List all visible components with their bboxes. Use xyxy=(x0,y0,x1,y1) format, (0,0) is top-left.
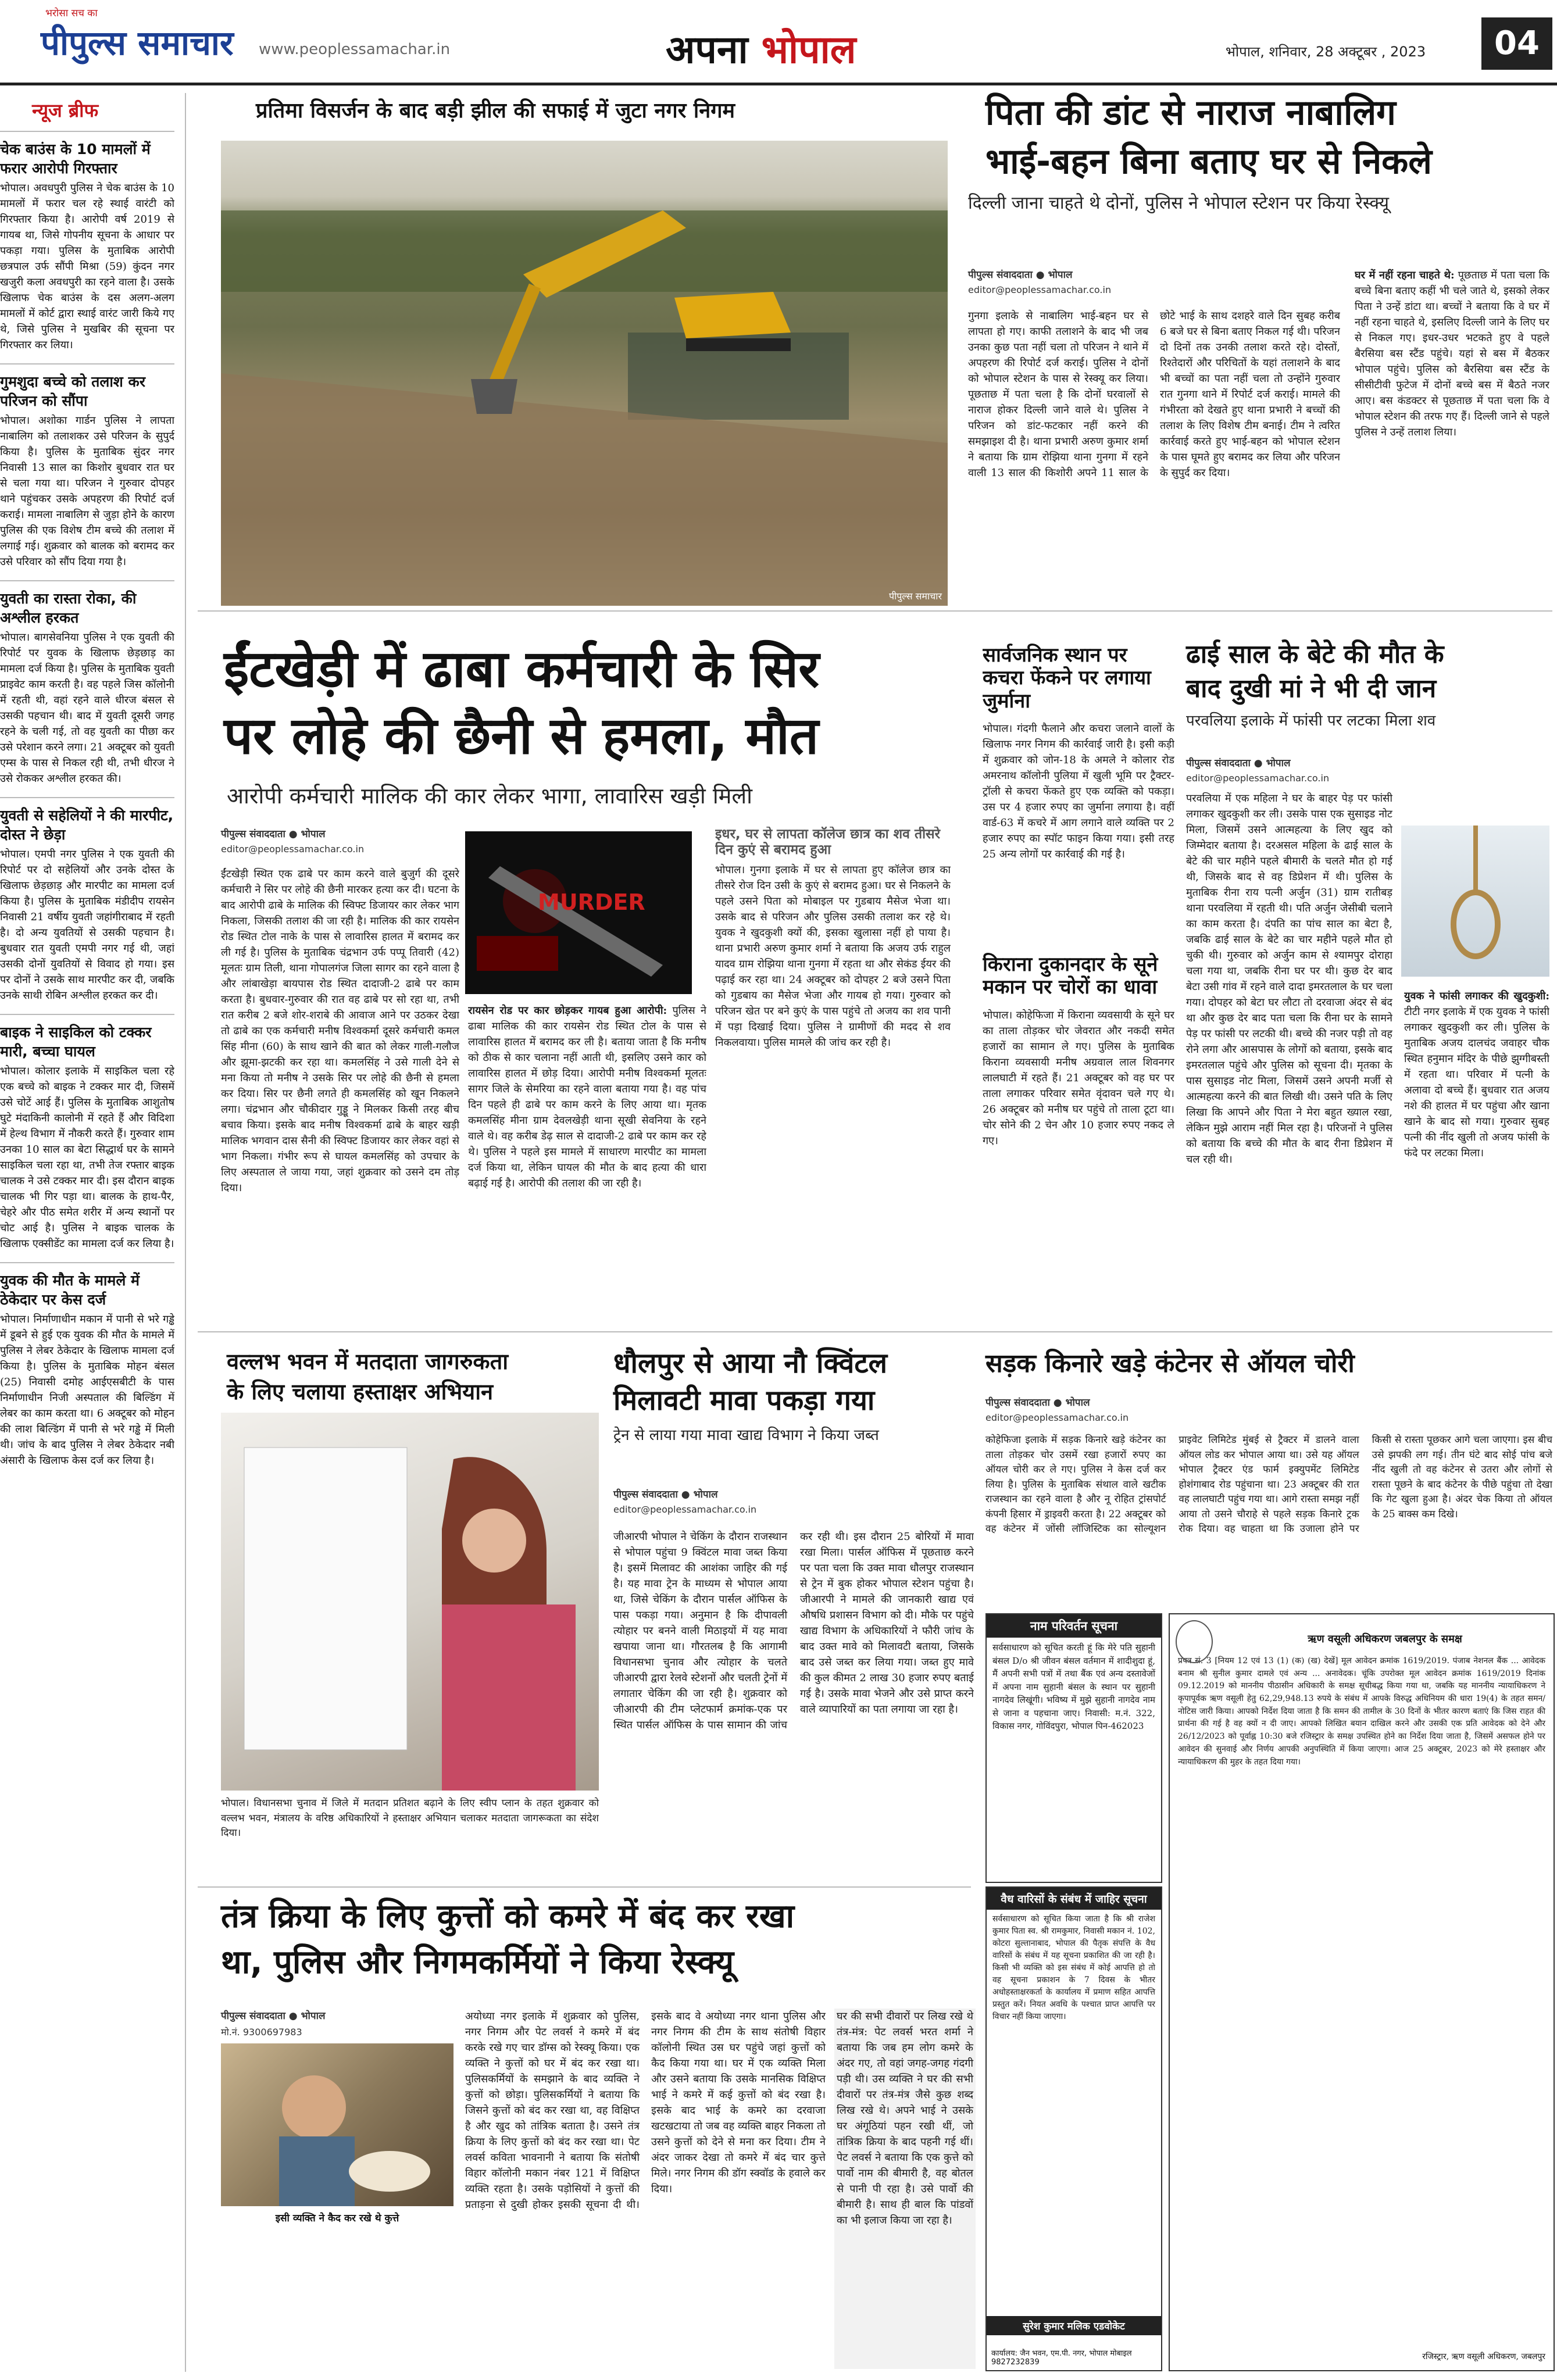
drt-title: ऋण वसूली अधिकरण जबलपुर के समक्ष xyxy=(1308,1633,1462,1645)
dogs-byline-block xyxy=(221,2009,326,2038)
brief-item: चेक बाउंस के 10 मामलों में फरार आरोपी गिरफ्तार भोपाल। अवधपुरी पुलिस ने चेक बाउंस के 10 मामलों में फरार चल रहे स्थाई वारंटी को गिरफ्तार किया है। आरोपी वर्ष 2019 से गायब था, जिसे गोपनीय सूचना के आधार पर पकड़ा गया। पुलिस के मुताबिक आरोपी छत्रपाल उर्फ सौंपी मिश्रा (59) कुंदन नगर खजुरी कला अवधपुरी का रहने वाला है। उसके खिलाफ चेक बाउंस के दस अलग-अलग मामलों में कोर्ट द्वारा स्थाई वारंट जारी किये गए थे, जिसे पुलिस ने मुखबिर की सूचना पर गिरफ्तार कर लिया। xyxy=(0,141,174,351)
murder-side-body: भोपाल। गुनगा इलाके में घर से लापता हुए कॉलेज छात्र का तीसरे रोज दिन उसी के कुएं से बरामद हुआ। घर से निकलने के पहले उसने पिता को मोबाइल पर गुडबाय मैसेज भेजा था। उसके बाद से परिजन और पुलिस उसकी तलाश कर रहे थे। युवक ने खुदकुशी क्यों की, इसका खुलासा नहीं हो पाया है। थाना प्रभारी अरुण कुमार शर्मा ने बताया कि अजय उर्फ राहुल यादव ग्राम रोझिया थाना गुनगा में रहता था और सेकंड ईयर की पढ़ाई कर रहा था। 24 अक्टूबर को दोपहर 2 बजे उसने पिता को गुडबाय का मैसेज भेजा और गायब हो गया। गुरुवार को परिजन खेत पर बने कुएं के पास पहुंचे तो अजय का शव पानी में पड़ा दिखाई दिया। पुलिस ने ग्रामीणों की मदद से शव निकलवाया। पुलिस मामले की जांच कर रही है। xyxy=(715,864,951,1049)
page-number: 04 xyxy=(1481,17,1552,70)
dogs-body: अयोध्या नगर इलाके में शुक्रवार को पुलिस, नगर निगम और पेट लवर्स ने कमरे में बंद करके रखे गए चार डॉग्स को रेस्क्यू किया। एक व्यक्ति ने कुत्तों को घर में बंद कर रखा था। पुलिसकर्मियों के समझाने के बाद व्यक्ति ने कुत्तों को छोड़ा। पुलिसकर्मियों ने बताया कि जिसने कुत्तों को बंद कर रखा था, वह विक्षिप्त है और खुद को तांत्रिक बताता है। उसने तंत्र क्रिया के लिए कुत्तों को बंद कर रखा था। पेट लवर्स कविता भावनानी ने बताया कि संतोषी विहार कॉलोनी मकान नंबर 121 में विक्षिप्त व्यक्ति रहता है। उसके पड़ोसियों ने कुत्तों की प्रताड़ना से दुखी होकर इसकी सूचना दी थी। इसके बाद वे अयोध्या नगर थाना पुलिस और नगर निगम की टीम के साथ संतोषी विहार कॉलोनी स्थित उस घर पहुंचे जहां कुत्तों को कैद किया गया था। घर में एक व्यक्ति मिला और उसने बताया कि उसके मानसिक विक्षिप्त भाई ने कमरे में कई कुत्तों को बंद रखा है। इसके बाद भाई के कमरे का दरवाजा खटखटाया तो जब वह व्यक्ति बाहर निकला तो उसने कुत्तों को देने से मना कर दिया। टीम ने अंदर जाकर देखा तो कमरे में बंद चार कुत्ते मिले। नगर निगम की डॉग स्क्वॉड के हवाले कर दिया। xyxy=(465,2010,826,2211)
section-title-a: अपना xyxy=(666,27,748,72)
runaway-headline-1: पिता की डांट से नाराज नाबालिग xyxy=(985,92,1396,133)
name-change-title: नाम परिवर्तन सूचना xyxy=(987,1614,1161,1638)
runaway-story xyxy=(968,93,1552,605)
byline: पीपुल्स संवाददाता ● भोपाल xyxy=(968,269,1073,281)
name-change-notice xyxy=(985,1613,1162,1883)
runaway-body: गुनगा इलाके से नाबालिग भाई-बहन घर से लापता हो गए। काफी तलाशने के बाद भी जब उनका कुछ पता नहीं चला तो परिजन ने थाने में अपहरण की रिपोर्ट दर्ज कराई। पुलिस ने दोनों को भोपाल स्टेशन के पास से रेस्क्यू कर लिया। पूछताछ में पता चला है कि दोनों घरवालों से नाराज होकर दिल्ली जाने वाले थे। पुलिस ने परिजन को डांट-फटकार नहीं करने की समझाइश दी है। थाना प्रभारी अरुण कुमार शर्मा ने बताया कि ग्राम रोझिया थाना गुनगा में रहने वाली 13 साल की किशोरी अपने 11 साल के छोटे भाई के साथ दशहरे वाले दिन सुबह करीब 6 बजे घर से बिना बताए निकल गई थी। परिजन दो दिनों तक उनकी तलाश करते रहे। दोस्तों, रिश्तेदारों और परिचितों के यहां तलाशने के बाद भी बच्चों का पता नहीं चला तो उन्होंने गुरुवार रात गुनगा थाने में रिपोर्ट दर्ज कराई। मामले की गंभीरता को देखते हुए थाना प्रभारी ने बच्चों की तलाश के लिए विशेष टीम बनाई। टीम ने त्वरित कार्रवाई करते हुए भाई-बहन को भोपाल स्टेशन के पास घूमते हुए बरामद कर लिया और परिजन के सुपुर्द कर दिया। xyxy=(968,310,1340,479)
dogs-photo xyxy=(221,2043,453,2206)
fine-headline: सार्वजनिक स्थान पर कचरा फेंकने पर लगाया जुर्माना xyxy=(983,644,1151,713)
news-brief xyxy=(0,93,174,2372)
runaway-byline-block xyxy=(968,267,1142,295)
runaway-headline-2: भाई-बहन बिना बताए घर से निकले xyxy=(985,141,1432,182)
oil-story xyxy=(985,1337,1552,1604)
vallabh-story xyxy=(198,1337,599,1884)
dogs-headline-1: तंत्र क्रिया के लिए कुत्तों को कमरे में बंद कर रखा xyxy=(221,1897,795,1935)
oil-headline: सड़क किनारे खड़े कंटेनर से ऑयल चोरी xyxy=(985,1349,1355,1378)
murder-headline-2: पर लोहे की छैनी से हमला, मौत xyxy=(224,706,819,766)
theft-body: भोपाल। कोहेफिजा में किराना व्यवसायी के सूने घर का ताला तोड़कर चोर जेवरात और नकदी समेत हजारों का सामान ले गए। पुलिस के मुताबिक किराना व्यवसायी मनीष अग्रवाल लाल शिवनगर लालघाटी में रहते हैं। 21 अक्टूबर को वह घर पर ताला लगाकर परिवार समेत वृंदावन चले गए थे। 26 अक्टूबर को मनीष घर पहुंचे तो ताला टूटा था। चोर सोने की 2 चेन और 10 हजार रुपए नकद ले गए। xyxy=(983,1009,1174,1147)
lake-photo xyxy=(221,141,948,606)
byline: पीपुल्स संवाददाता ● भोपाल xyxy=(221,2010,326,2022)
mawa-story xyxy=(613,1337,974,1884)
masthead xyxy=(0,0,1557,87)
mother-body: परवलिया में एक महिला ने घर के बाहर पेड़ पर फांसी लगाकर खुदकुशी कर ली। उसके पास एक सुसाइड नोट मिला, जिसमें उसने आत्महत्या के लिए खुद को जिम्मेदार बताया है। दरअसल महिला के ढाई साल के बेटे की चार महीने पहले बीमारी के चलते मौत हो गई थी, जिसके बाद से वह डिप्रेशन में थी। पुलिस के मुताबिक रीना राय पत्नी अर्जुन (31) ग्राम रातीबड़ थाना परवलिया में रहती थी। पति अर्जुन जेसीबी चलाने का काम करता है। दंपति का पांच साल का बेटा है, जबकि ढाई साल के बेटे का चार महीने पहले मौत हो चुकी थी। गुरुवार को अर्जुन काम से श्यामपुर दोराहा चला गया था, जबकि रीना घर पर थी। कुछ देर बाद बेटा उसी गांव में रहने वाले दादा इमरतलाल के घर चला गया। दोपहर को बेटा घर लौटा तो दरवाजा अंदर से बंद था और कुछ देर बाद पता चला कि रीना घर के सामने पेड़ पर फांसी पर लटकी थी। बच्चे की नजर पड़ी तो वह रोने लगा और आसपास के लोगों को बताया, इसके बाद इमरतलाल पहुंचे और पुलिस को सूचना दी। मृतका के पास सुसाइड नोट मिला, जिसमें उसने अपनी मर्जी से आत्महत्या करने की बात लिखी थी। उसने पति के लिए लिखा कि आपने और पिता ने मेरा बहुत ख्याल रखा, लेकिन मुझे आराम नहीं मिल रहा है। परिजनों ने पुलिस को बताया कि बच्चे की मौत के बाद रीना डिप्रेशन में चल रही थी। xyxy=(1186,792,1392,1166)
lake-headline: प्रतिमा विसर्जन के बाद बड़ी झील की सफाई में जुटा नगर निगम xyxy=(256,99,735,123)
murder-subhead: रायसेन रोड पर कार छोड़कर गायब हुआ आरोपी: xyxy=(468,1005,667,1017)
theft-headline: किराना दुकानदार के सूने मकान पर चोरों का धावा xyxy=(983,953,1158,999)
drt-seal xyxy=(1176,1620,1213,1663)
mother-headline-2: बाद दुखी मां ने भी दी जान xyxy=(1186,674,1437,704)
divider xyxy=(0,580,174,581)
lake-story xyxy=(198,93,948,607)
mother-box-head: युवक ने फांसी लगाकर की खुदकुशी: xyxy=(1404,990,1549,1002)
drt-signature: रजिस्ट्रार, ऋण वसूली अधिकरण, जबलपुर xyxy=(1422,2352,1545,2361)
murder-story xyxy=(198,616,954,1325)
brand-tag: भरोसा सच का xyxy=(45,8,98,19)
oil-byline-block xyxy=(985,1395,1129,1423)
email-link[interactable]: editor@peoplessamachar.co.in xyxy=(968,284,1112,295)
mawa-byline-block xyxy=(613,1487,756,1515)
mother-headline-1: ढाई साल के बेटे की मौत के xyxy=(1186,639,1444,669)
mother-box-body: टीटी नगर इलाके में एक युवक ने फांसी लगाकर खुदकुशी कर ली। पुलिस के मुताबिक अजय दालचंद जवाहर चौक स्थित हनुमान मंदिर के पीछे झुग्गीबस्ती में रहता था। परिवार में पत्नी के अलावा दो बच्चे हैं। बुधवार रात अजय नशे की हालत में घर पहुंचा और खाना खाने के बाद सो गया। गुरुवार सुबह पत्नी की नींद खुली तो अजय फांसी के फंदे पर लटका मिला। xyxy=(1404,1006,1549,1159)
brief-item: युवक की मौत के मामले में ठेकेदार पर केस दर्ज भोपाल। निर्माणाधीन मकान में पानी से भरे गड्ढे में डूबने से हुई एक युवक की मौत के मामले में पुलिस ने लेबर ठेकेदार के खिलाफ मामला दर्ज किया है। पुलिस के मुताबिक मोहन बंसल (25) निवासी दमोह आईएसबीटी के पास निर्माणाधीन निजी अस्पताल की बिल्डिंग में लेबर का काम करता था। 6 अक्टूबर को मोहन की लाश बिल्डिंग में पानी से भरे गड्ढे में मिली थी। जांच के बाद पुलिस ने लेबर ठेकेदार नबी अंसारी के खिलाफ केस दर्ज कर लिया है। xyxy=(0,1272,174,1467)
oil-body: कोहेफिजा इलाके में सड़क किनारे खड़े कंटेनर का ताला तोड़कर चोर उसमें रखा हजारों रुपए का ऑयल चोरी कर ले गए। पुलिस ने केस दर्ज कर लिया है। पुलिस के मुताबिक संथाल वाले खटीक राजस्थान का रहने वाला है और नू रोहित ट्रांसपोर्ट कंपनी हिसार में ड्राइवरी करता है। 22 अक्टूबर को वह कंटेनर में जोंसी लॉजिस्टिक का सोल्यूशन प्राइवेट लिमिटेड मुंबई से ट्रैक्टर में डालने वाला ऑयल लोड कर भोपाल आया था। उसे यह ऑयल भोपाल ट्रैक्टर एंड फार्म इक्युपमेंट लिमिटेड होशंगाबाद रोड पहुंचाना था। 23 अक्टूबर की रात वह लालघाटी पहुंच गया था। आगे रास्ता समझ नहीं आया तो उसने चौराहे से पहले सड़क किनारे ट्रक रोक दिया। वह चाहता था कि उजाला होने पर किसी से रास्ता पूछकर आगे चला जाएगा। इस बीच उसे झपकी लग गई। तीन घंटे बाद सोई पांच बजे नींद खुली तो वह कंटेनर से उतरा और लोगों से रास्ता पूछने के बाद कंटेनर के पीछे पहुंचा तो देखा कि गेट खुला हुआ है। अंदर चेक किया तो ऑयल के 25 बाक्स कम दिखे। xyxy=(985,1434,1552,1535)
divider xyxy=(0,1262,174,1263)
vallabh-headline-1: वल्लभ भवन में मतदाता जागरुकता xyxy=(227,1349,509,1374)
divider xyxy=(0,797,174,798)
byline: पीपुल्स संवाददाता ● भोपाल xyxy=(985,1397,1090,1409)
mawa-headline-1: धौलपुर से आया नौ क्विंटल xyxy=(613,1347,888,1380)
lake-photo-credit: पीपुल्स समाचार xyxy=(888,591,942,602)
dogs-story xyxy=(198,1892,974,2375)
runaway-box-body: पूछताछ में पता चला कि बच्चे बिना बताए कहीं भी चले जाते थे, इसको लेकर पिता ने उन्हें डांटा था। बच्चों ने बताया कि वे घर में नहीं रहना चाहते थे, इसलिए दिल्ली जाने के लिए घर से निकल गए। इधर-उधर भटकते हुए वे पहले बैरसिया बस स्टैंड पहुंचे। यहां से बस में बैठकर भोपाल पहुंचे। पुलिस को बैरसिया बस स्टैंड के सीसीटीवी फुटेज में दोनों बच्चे बस में बैठते नजर आए। बस कंडक्टर से पूछताछ में पता चला कि वे भोपाल स्टेशन की तरफ गए हैं। दिल्ली जाने से पहले पुलिस ने उन्हें तलाश लिया। xyxy=(1355,269,1549,438)
murder-photo-text: MURDER xyxy=(538,889,645,915)
drt-body: प्रपत्र सं. 3 [नियम 12 एवं 13 (1) (क) (ख) देखें] मूल आवेदन क्रमांक 1619/2019. पंजाब नेशनल बैंक ... आवेदक बनाम श्री सुनील कुमार दामले एवं अन्य ... अनावेदक। चूंकि उपरोक्त मूल आवेदन क्रमांक 1619/2019 दिनांक 09.12.2019 को माननीय पीठासीन अधिकारी के समक्ष सूचीबद्ध किया गया था, जबकि यह माननीय न्यायाधिकरण ने कृपापूर्वक ऋण वसूली हेतु 62,29,948.13 रुपये के संबंध में आपके विरुद्ध अधिनियम की धारा 19(4) के तहत समन/नोटिस जारी किया। आपको निर्देश दिया जाता है कि समन की तामील के 30 दिनों के भीतर कारण बताएं कि जिस राहत की प्रार्थना की गई है वह क्यों न दी जाए। आपको लिखित बयान दाखिल करने और उसकी एक प्रति आवेदक को देने और 26/12/2023 को पूर्वाह्न 10:30 बजे रजिस्ट्रार के समक्ष उपस्थित होने का निर्देश दिया जाता है, जिसमें असफल होने पर आवेदन की सुनवाई और निर्णय आपकी अनुपस्थिति में किया जाएगा। आज 25 अक्टूबर, 2023 को मेरे हस्ताक्षर और न्यायाधिकरण की मुहर के तहत दिया गया। xyxy=(1178,1656,1545,1767)
murder-side xyxy=(715,827,951,1315)
section-rule xyxy=(198,1331,1552,1332)
site-url[interactable]: www.peoplessamachar.in xyxy=(259,41,451,58)
murder-body-b xyxy=(468,1003,706,1314)
mawa-headline-2: मिलावटी मावा पकड़ा गया xyxy=(613,1384,875,1417)
murder-deck: आरोपी कर्मचारी मालिक की कार लेकर भागा, लावारिस खड़ी मिली xyxy=(227,783,753,809)
divider xyxy=(0,1014,174,1015)
legal-body: सर्वसाधारण को सूचित किया जाता है कि श्री राजेश कुमार पिता स्व. श्री रामकुमार, निवासी मकान नं. 102, कोटरा सुल्तानाबाद, भोपाल की पैतृक संपत्ति के वैध वारिसों के संबंध में यह सूचना प्रकाशित की जा रही है। किसी भी व्यक्ति को इस संबंध में कोई आपत्ति हो तो वह सूचना प्रकाशन के 7 दिवस के भीतर अधोहस्ताक्षरकर्ता के कार्यालय में प्रमाण सहित आपत्ति प्रस्तुत करें। नियत अवधि के पश्चात प्राप्त आपत्ति पर विचार नहीं किया जाएगा। xyxy=(992,1914,1155,2021)
phone: मो.नं. 9300697983 xyxy=(221,2027,302,2038)
brand-logo: पीपुल्स समाचार xyxy=(41,23,234,63)
brief-item: बाइक ने साइकिल को टक्कर मारी, बच्चा घायल भोपाल। कोलार इलाके में साइकिल चला रहे एक बच्चे को बाइक ने टक्कर मार दी, जिसमें उसे चोटें आई हैं। पुलिस के मुताबिक आशुतोष घुटे मंदाकिनी कालोनी में रहते हैं और विदिशा में हेल्थ विभाग में नौकरी करते हैं। गुरुवार शाम उनका 10 साल का बेटा सिद्धार्थ घर के सामने साइकिल चला रहा था, तभी तेज रफ्तार बाइक चालक ने उसे टक्कर मार दी। इस दौरान बाइक चालक भी गिर पड़ा था। बालक के हाथ-पैर, चेहरे और पीठ समेत शरीर में अन्य स्थानों पर चोट आई है। पुलिस ने बाइक चालक के खिलाफ एक्सीडेंट का मामला दर्ज कर लिया है। xyxy=(0,1024,174,1250)
legal-address: कार्यालय: जैन भवन, एम.पी. नगर, भोपाल मोबाइल 9827232839 xyxy=(991,2349,1132,2367)
byline: पीपुल्स संवाददाता ● भोपाल xyxy=(1186,757,1291,769)
murder-body-a: ईंटखेड़ी स्थित एक ढाबे पर काम करने वाले बुजुर्ग की दूसरे कर्मचारी ने सिर पर लोहे की छैनी मारकर हत्या कर दी। घटना के बाद आरोपी ढाबे के मालिक की स्विफ्ट डिजायर कार लेकर भाग निकला, जिसकी तलाश की जा रही है। मालिक की कार रायसेन रोड स्थित टोल नाके के पास से लावारिस हालत में बरामद कर ली गई है। पुलिस के मुताबिक चंद्रभान उर्फ पप्पू तिवारी (42) मूलतः ग्राम तिली, थाना गोपालगंज जिला सागर का रहने वाला है और लांबाखेड़ा बायपास रोड स्थित दादाजी-2 ढाबे पर काम करता है। बुधवार-गुरुवार की रात वह ढाबे पर सो रहा था, तभी रात करीब 2 बजे शोर-शराबे की आवाज आने पर उठकर देखा तो ढाबे का एक कर्मचारी मनीष विश्वकर्मा दूसरे कर्मचारी कमल सिंह मीना (60) के साथ खाने की बात को लेकर गाली-गलौज और झूमा-झटकी कर रहा था। कमलसिंह ने उसे गाली देने से मना किया तो मनीष ने उसके सिर पर लोहे की छैनी से हमला कर दिया। सिर पर छैनी लगते ही कमलसिंह को खून निकलने लगा। चंद्रभान और चौकीदार गुड्डू ने मिलकर किसी तरह बीच बचाव किया। इसके बाद मनीष विश्वकर्मा ढाबे के बाहर खड़ी मालिक भगवान दास सैनी की स्विफ्ट डिजायर कार लेकर वहां से भाग निकला। गंभीर रूप से घायल कमलसिंह को उपचार के लिए अस्पताल ले जाया गया, जहां शुक्रवार को उसने दम तोड़ दिया। xyxy=(221,868,459,1194)
email-link[interactable]: editor@peoplessamachar.co.in xyxy=(985,1412,1129,1423)
byline: पीपुल्स संवाददाता ● भोपाल xyxy=(221,828,326,840)
drt-notice xyxy=(1169,1613,1555,2371)
theft-story xyxy=(983,942,1174,1325)
vallabh-headline-2: के लिए चलाया हस्ताक्षर अभियान xyxy=(227,1379,494,1405)
murder-side-headline: इधर, घर से लापता कॉलेज छात्र का शव तीसरे दिन कुएं से बरामद हुआ xyxy=(715,827,940,857)
divider xyxy=(0,363,174,364)
legal-notice xyxy=(985,1886,1162,2371)
vallabh-caption: भोपाल। विधानसभा चुनाव में जिले में मतदान प्रतिशत बढ़ाने के लिए स्वीप प्लान के तहत शुक्रवार को वल्लभ भवन, मंत्रालय के वरिष्ठ अधिकारियों ने हस्ताक्षर अभियान चलाकर मतदाता जागरूकता का संदेश दिया। xyxy=(221,1797,599,1839)
column-rule xyxy=(185,93,186,2372)
masthead-rule xyxy=(0,83,1557,85)
brief-item: युवती का रास्ता रोका, की अश्लील हरकत भोपाल। बागसेवनिया पुलिस ने एक युवती की रिपोर्ट पर युवक के खिलाफ छेड़छाड़ का मामला दर्ज किया है। पुलिस के मुताबिक युवती प्राइवेट काम करती है। वह पहले जिस कॉलोनी में रहती थी, वहां रहने वाले धीरज बंसल से उसकी पहचान थी। बाद में युवती दूसरी जगह रहने के चली गई, तो वह युवती का पीछा कर उसे परेशान करने लगा। 21 अक्टूबर को युवती एम्स के पास से निकल रही थी, तभी धीरज ने उसे रोककर अश्लील हरकत की। xyxy=(0,590,174,785)
section-rule xyxy=(198,610,1552,612)
legal-signature: सुरेश कुमार मलिक एडवोकेट xyxy=(987,2316,1161,2335)
runaway-deck: दिल्ली जाना चाहते थे दोनों, पुलिस ने भोपाल स्टेशन पर किया रेस्क्यू xyxy=(968,193,1389,214)
dogs-sidebar: घर की सभी दीवारों पर लिख रखे थे तंत्र-मंत्र: पेट लवर्स भरत शर्मा ने बताया कि जब हम लोग कमरे के अंदर गए, तो वहां जगह-जगह गंदगी पड़ी थी। उस व्यक्ति ने घर की सभी दीवारों पर तंत्र-मंत्र जैसे कुछ शब्द लिख रखे थे। अपने भाई ने उसके घर अंगूठियां पहन रखी थीं, जो तांत्रिक क्रिया के बाद पहनी गई थीं। पेट लवर्स ने बताया कि एक कुत्ते को पार्वो नाम की बीमारी है, वह बोतल से पानी पी रहा है। उसे पार्वो की बीमारी है। साथ ही बाल कि पांडवों का भी इलाज किया जा रहा है। xyxy=(834,2009,976,2369)
fine-story xyxy=(983,616,1174,942)
dogs-headline-2: था, पुलिस और निगमकर्मियों ने किया रेस्क्यू xyxy=(221,1943,734,1981)
mother-story xyxy=(1186,616,1552,1325)
runaway-box xyxy=(1355,267,1549,602)
name-change-body: सर्वसाधारण को सूचित करती हूं कि मेरे पति सुहानी बंसल D/o श्री जीवन बंसल वर्तमान में शादीशुदा हूं, मैं अपनी सभी पत्रों में तथा बैंक एवं अन्य दस्तावेजों में अपना नाम सुहानी बंसल के स्थान पर सुहानी नागदेव लिखूंगी। भविष्य में मुझे सुहानी नागदेव नाम से जाना व पहचाना जाए। निवासी: म.नं. 322, विकास नगर, गोविंदपुरा, भोपाल पिन-462023 xyxy=(992,1642,1155,1731)
mawa-deck: ट्रेन से लाया गया मावा खाद्य विभाग ने किया जब्त xyxy=(613,1427,879,1445)
section-title-b: भोपाल xyxy=(761,27,856,72)
section-title xyxy=(666,22,856,74)
dateline: भोपाल, शनिवार, 28 अक्टूबर , 2023 xyxy=(1226,44,1426,60)
byline: पीपुल्स संवाददाता ● भोपाल xyxy=(613,1489,718,1500)
murder-headline-1: ईंटखेड़ी में ढाबा कर्मचारी के सिर xyxy=(224,639,820,699)
mother-deck: परवलिया इलाके में फांसी पर लटका मिला शव xyxy=(1186,712,1436,730)
murder-byline-block xyxy=(221,827,364,855)
mother-box xyxy=(1404,988,1549,1314)
murder-photo xyxy=(465,831,692,994)
dogs-photo-caption: इसी व्यक्ति ने कैद कर रखे थे कुत्ते xyxy=(275,2213,399,2224)
news-brief-label: न्यूज ब्रीफ xyxy=(32,99,99,121)
runaway-box-head: घर में नहीं रहना चाहते थे: xyxy=(1355,269,1455,281)
email-link[interactable]: editor@peoplessamachar.co.in xyxy=(1186,773,1330,784)
dogs-body-bottom xyxy=(221,2235,453,2369)
fine-body: भोपाल। गंदगी फैलाने और कचरा जलाने वालों के खिलाफ नगर निगम की कार्रवाई जारी है। इसी कड़ी में शुक्रवार को जोन-18 के अमले ने कोलार रोड अमरनाथ कॉलोनी पुलिया में खुली भूमि पर ट्रैक्टर-ट्रॉली से कचरा फेंकते हुए एक व्यक्ति को पकड़ा। उस पर 4 हजार रुपए का जुर्माना लगाया है। वहीं वार्ड-63 में कचरे में आग लगाने वाले व्यक्ति पर 2 हजार रुपए का स्पॉट फाइन किया गया। इसी तरह 25 अन्य लोगों पर कार्रवाई की गई है। xyxy=(983,723,1174,861)
section-rule xyxy=(198,1886,971,1888)
mawa-body: जीआरपी भोपाल ने चेकिंग के दौरान राजस्थान से भोपाल पहुंचा 9 क्विंटल मावा जब्त किया है। इसमें मिलावट की आशंका जाहिर की गई है। यह मावा ट्रेन के माध्यम से भोपाल आया था, जिसे चेकिंग के दौरान पार्सल ऑफिस के पास पकड़ा गया। अनुमान है कि दीपावली त्योहार पर बनने वाली मिठाइयों में यह मावा खपाया जाना था। गौरतलब है कि आगामी विधानसभा चुनाव और त्योहार के चलते जीआरपी द्वारा रेलवे स्टेशनों और चलती ट्रेनों में लगातार चेकिंग की जा रही है। शुक्रवार को जीआरपी की टीम प्लेटफार्म क्रमांक-एक पर स्थित पार्सल ऑफिस के पास सामान की जांच कर रही थी। इस दौरान 25 बोरियों में मावा रखा मिला। पार्सल ऑफिस में पूछताछ करने पर पता चला कि उक्त मावा धौलपुर राजस्थान से ट्रेन में बुक होकर भोपाल स्टेशन पहुंचा है। जीआरपी ने मामले की जानकारी खाद्य एवं औषधि प्रशासन विभाग को दी। मौके पर पहुंचे खाद्य विभाग के अधिकारियों ने फौरी जांच के बाद उक्त मावे को मिलावटी बताया, जिसके बाद उसे जब्त कर लिया गया। जब्त हुए मावे की कुल कीमत 2 लाख 30 हजार रुपए बताई गई है। उसके मावा भेजने और उसे प्राप्त करने वाले व्यापारियों का पता लगाया जा रहा है। xyxy=(613,1531,974,1731)
divider xyxy=(0,131,174,132)
email-link[interactable]: editor@peoplessamachar.co.in xyxy=(613,1504,757,1515)
legal-title: वैध वारिसों के संबंध में जाहिर सूचना xyxy=(987,1888,1161,1910)
brief-item: युवती से सहेलियों ने की मारपीट, दोस्त ने छेड़ा भोपाल। एमपी नगर पुलिस ने एक युवती की रिपोर्ट पर दो सहेलियों और उनके दोस्त के खिलाफ छेड़छाड़ और मारपीट का मामला दर्ज किया है। पुलिस के मुताबिक मंडीदीप रायसेन निवासी 21 वर्षीय युवती जहांगीराबाद में रहती है। दो अन्य युवतियों से उसकी पहचान है। बुधवार रात युवती एमपी नगर गई थी, जहां उसकी दोनों युवतियों से विवाद हो गया। इस पर दोनों ने उसके साथ मारपीट कर दी, जबकि उनके साथी रोबिन अश्लील हरकत कर दी। xyxy=(0,807,174,1002)
mother-byline-block xyxy=(1186,756,1329,784)
murder-body-b-text: पुलिस ने ढाबा मालिक की कार रायसेन रोड स्थित टोल के पास से लावारिस हालत में बरामद कर ली है। बताया जाता है कि मनीष को ठीक से कार चलाना नहीं आती थी, इसलिए उसने कार को लावारिस हालत में छोड़ दिया। आरोपी मनीष विश्वकर्मा मूलतः सागर जिले के सेमरिया का रहने वाला बताया गया है। वह पांच दिन पहले ही ढाबे पर काम करने के लिए आया था। मृतक कमलसिंह मीना ग्राम देवलखेड़ी थाना सूखी सेवनिया के रहने वाले थे। वह करीब डेढ़ साल से दादाजी-2 ढाबे पर काम कर रहे थे। पुलिस ने पहले इस मामले में साधारण मारपीट का मामला दर्ज किया था, लेकिन घायल की मौत के बाद हत्या की धारा बढ़ाई गई है। आरोपी की तलाश की जा रही है। xyxy=(468,1005,706,1189)
email-link[interactable]: editor@peoplessamachar.co.in xyxy=(221,844,365,855)
noose-photo xyxy=(1401,826,1549,977)
vallabh-photo xyxy=(221,1413,599,1791)
brief-item: गुमशुदा बच्चे को तलाश कर परिजन को सौंपा भोपाल। अशोका गार्डन पुलिस ने लापता नाबालिग को तलाशकर उसे परिजन के सुपुर्द किया है। पुलिस के मुताबिक सुंदर नगर निवासी 13 साल का किशोर बुधवार रात घर से चला गया था। परिजन ने गुरुवार दोपहर थाने पहुंचकर उसके अपहरण की रिपोर्ट दर्ज कराई। मामला नाबालिग से जुड़ा होने के कारण पुलिस की एक विशेष टीम बच्चे की तलाश में लगाई गई। शुक्रवार को बालक को बरामद कर उसे परिवार को सौंप दिया गया है। xyxy=(0,373,174,568)
